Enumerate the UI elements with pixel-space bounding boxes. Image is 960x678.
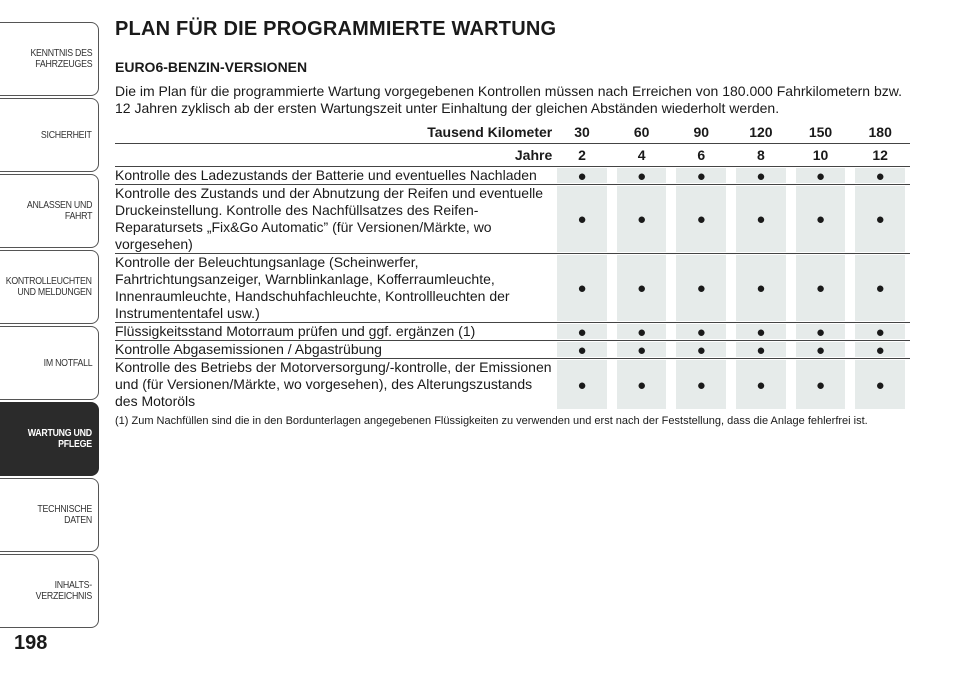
interval-cell bbox=[791, 323, 851, 341]
header-row-years bbox=[115, 144, 910, 167]
check-mark: ● bbox=[875, 280, 885, 297]
tab-wartung-und-pflege[interactable] bbox=[0, 402, 99, 476]
check-mark: ● bbox=[637, 341, 647, 359]
interval-cell bbox=[791, 254, 851, 323]
table-row bbox=[115, 167, 910, 185]
interval-cell bbox=[612, 341, 672, 359]
check-mark: ● bbox=[756, 323, 766, 341]
tab-label: KENNTNIS DES FAHRZEUGES bbox=[30, 48, 92, 70]
check-mark: ● bbox=[696, 211, 706, 228]
interval-cell bbox=[552, 167, 612, 185]
check-mark: ● bbox=[696, 341, 706, 359]
interval-cell bbox=[552, 359, 612, 411]
interval-cell bbox=[671, 167, 731, 185]
interval-cell bbox=[731, 185, 791, 254]
check-mark: ● bbox=[756, 376, 766, 394]
check-mark: ● bbox=[637, 280, 647, 297]
check-description: Kontrolle des Ladezustands der Batterie und eventuelles Nachladen bbox=[115, 167, 552, 185]
check-mark: ● bbox=[577, 167, 587, 185]
interval-cell bbox=[731, 254, 791, 323]
tab-inhaltsverzeichnis[interactable] bbox=[0, 554, 99, 628]
check-mark: ● bbox=[637, 211, 647, 228]
interval-cell bbox=[552, 323, 612, 341]
check-description: Flüssigkeitsstand Motorraum prüfen und ggf. ergänzen (1) bbox=[115, 323, 552, 341]
interval-cell bbox=[791, 185, 851, 254]
maintenance-table bbox=[115, 121, 910, 410]
years-value: 2 bbox=[552, 144, 612, 167]
years-value: 12 bbox=[850, 144, 910, 167]
check-mark: ● bbox=[875, 376, 885, 394]
check-mark: ● bbox=[816, 167, 826, 185]
check-mark: ● bbox=[756, 211, 766, 228]
main-content bbox=[115, 18, 910, 428]
check-mark: ● bbox=[816, 280, 826, 297]
interval-cell bbox=[731, 167, 791, 185]
tab-label: INHALTS- VERZEICHNIS bbox=[35, 580, 92, 602]
check-description: Kontrolle der Beleuchtungsanlage (Scheinwerfer, Fahrtrichtungsanzeiger, Warnblinkanlage, Kofferraumleuchte, Innenraumleuchte, Handschuhfachleuchte, Kontrollleuchten der Instrumententafel usw.) bbox=[115, 254, 552, 323]
check-mark: ● bbox=[577, 376, 587, 394]
check-mark: ● bbox=[816, 211, 826, 228]
interval-cell bbox=[850, 341, 910, 359]
interval-cell bbox=[791, 359, 851, 411]
years-value: 10 bbox=[791, 144, 851, 167]
check-mark: ● bbox=[756, 280, 766, 297]
check-mark: ● bbox=[577, 341, 587, 359]
table-row bbox=[115, 254, 910, 323]
tab-anlassen-und-fahrt[interactable] bbox=[0, 174, 99, 248]
interval-cell bbox=[671, 341, 731, 359]
intro-paragraph: Die im Plan für die programmierte Wartung vorgegebenen Kontrollen müssen nach Erreichen von 180.000 Fahrkilometern bzw. 12 Jahren zyklisch ab der ersten Wartungszeit unter Einhaltung der gleichen Abständen wiederholt werden. bbox=[115, 83, 903, 116]
check-mark: ● bbox=[875, 323, 885, 341]
interval-cell bbox=[850, 254, 910, 323]
tab-label: WARTUNG UND PFLEGE bbox=[27, 428, 92, 450]
interval-cell bbox=[850, 167, 910, 185]
check-mark: ● bbox=[577, 211, 587, 228]
kilometers-value: 120 bbox=[731, 121, 791, 144]
years-value: 4 bbox=[612, 144, 672, 167]
check-description: Kontrolle des Betriebs der Motorversorgung/-kontrolle, der Emissionen und (für Versionen/Märkte, wo vorgesehen), des Alterungszustands des Motoröls bbox=[115, 359, 552, 409]
years-value: 6 bbox=[671, 144, 731, 167]
interval-cell bbox=[850, 185, 910, 254]
check-mark: ● bbox=[696, 323, 706, 341]
kilometers-value: 60 bbox=[612, 121, 672, 144]
tab-label: IM NOTFALL bbox=[43, 357, 92, 369]
interval-cell bbox=[850, 359, 910, 411]
interval-cell bbox=[850, 323, 910, 341]
table-row bbox=[115, 341, 910, 359]
tab-label: TECHNISCHE DATEN bbox=[37, 504, 92, 526]
kilometers-value: 180 bbox=[850, 121, 910, 144]
check-mark: ● bbox=[756, 341, 766, 359]
check-mark: ● bbox=[756, 167, 766, 185]
kilometers-value: 30 bbox=[552, 121, 612, 144]
table-row bbox=[115, 323, 910, 341]
interval-cell bbox=[552, 254, 612, 323]
interval-cell bbox=[791, 341, 851, 359]
check-mark: ● bbox=[875, 211, 885, 228]
interval-cell bbox=[671, 254, 731, 323]
check-mark: ● bbox=[696, 376, 706, 394]
interval-cell bbox=[612, 359, 672, 411]
page-number: 198 bbox=[14, 632, 48, 654]
interval-cell bbox=[731, 359, 791, 411]
check-description: Kontrolle Abgasemissionen / Abgastrübung bbox=[115, 341, 552, 359]
tab-label: ANLASSEN UND FAHRT bbox=[26, 200, 92, 222]
tab-im-notfall[interactable] bbox=[0, 326, 99, 400]
tab-kenntnis-des-fahrzeuges[interactable] bbox=[0, 22, 99, 96]
check-mark: ● bbox=[816, 376, 826, 394]
kilometers-label: Tausend Kilometer bbox=[115, 121, 552, 144]
check-mark: ● bbox=[577, 323, 587, 341]
interval-cell bbox=[612, 254, 672, 323]
check-mark: ● bbox=[816, 323, 826, 341]
page-title: PLAN FÜR DIE PROGRAMMIERTE WARTUNG bbox=[115, 18, 557, 40]
table-row bbox=[115, 359, 910, 411]
interval-cell bbox=[671, 359, 731, 411]
interval-cell bbox=[731, 323, 791, 341]
check-mark: ● bbox=[696, 280, 706, 297]
check-mark: ● bbox=[577, 280, 587, 297]
interval-cell bbox=[552, 341, 612, 359]
check-description: Kontrolle des Zustands und der Abnutzung der Reifen und eventuelle Druckeinstellung. Kontrolle des Nachfüllsatzes des Reifen-Reparatursets „Fix&Go Automatic” (für Versionen/Märkte, wo vorgesehen) bbox=[115, 185, 552, 254]
interval-cell bbox=[612, 185, 672, 254]
interval-cell bbox=[791, 167, 851, 185]
years-value: 8 bbox=[731, 144, 791, 167]
section-title: EURO6-BENZIN-VERSIONEN bbox=[115, 59, 308, 75]
tab-sicherheit[interactable] bbox=[0, 98, 99, 172]
years-label: Jahre bbox=[115, 144, 552, 167]
check-mark: ● bbox=[696, 167, 706, 185]
interval-cell bbox=[612, 167, 672, 185]
tab-label: SICHERHEIT bbox=[41, 129, 92, 141]
tab-kontrolleuchten-und-meldungen[interactable] bbox=[0, 250, 99, 324]
check-mark: ● bbox=[637, 167, 647, 185]
check-mark: ● bbox=[637, 376, 647, 394]
footnote: (1) Zum Nachfüllen sind die in den Bordunterlagen angegebenen Flüssigkeiten zu verwenden und erst nach der Feststellung, dass die Anlage fehlerfrei ist. bbox=[115, 415, 868, 427]
interval-cell bbox=[612, 323, 672, 341]
interval-cell bbox=[731, 341, 791, 359]
check-mark: ● bbox=[816, 341, 826, 359]
interval-cell bbox=[552, 185, 612, 254]
kilometers-value: 150 bbox=[791, 121, 851, 144]
header-row-kilometers bbox=[115, 121, 910, 144]
table-row bbox=[115, 185, 910, 254]
tab-technische-daten[interactable] bbox=[0, 478, 99, 552]
check-mark: ● bbox=[875, 167, 885, 185]
tab-label: KONTROLLEUCHTEN UND MELDUNGEN bbox=[5, 276, 92, 298]
check-mark: ● bbox=[875, 341, 885, 359]
check-mark: ● bbox=[637, 323, 647, 341]
interval-cell bbox=[671, 185, 731, 254]
interval-cell bbox=[671, 323, 731, 341]
kilometers-value: 90 bbox=[671, 121, 731, 144]
